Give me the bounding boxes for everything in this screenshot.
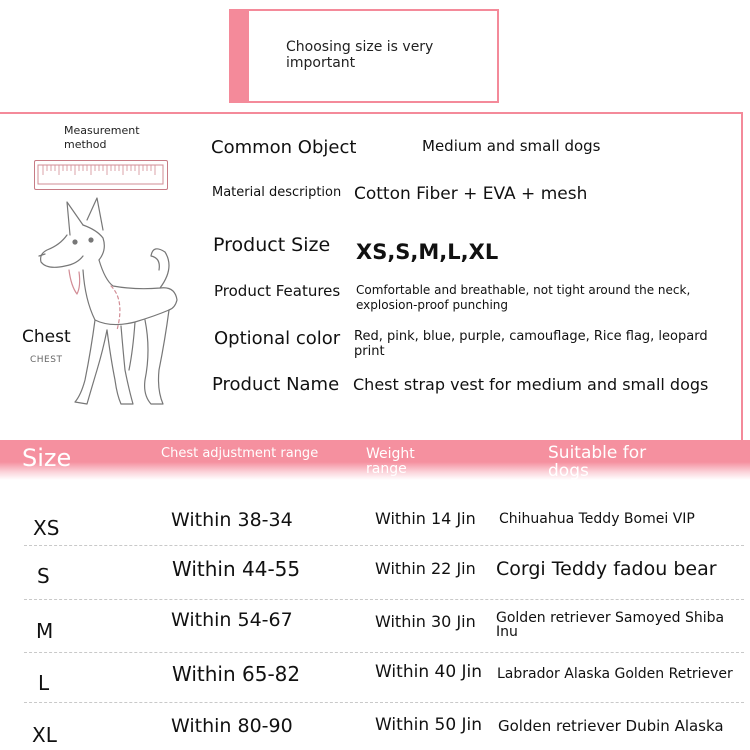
table-row-dogs: Golden retriever Dubin Alaska	[498, 717, 724, 735]
table-row-weight: Within 50 Jin	[375, 715, 483, 735]
info-label-product-name: Product Name	[212, 374, 340, 395]
table-row-size: M	[36, 619, 54, 643]
info-value-features: Comfortable and breathable, not tight around the neck, explosion-proof punching	[356, 283, 691, 312]
table-row-chest: Within 65-82	[172, 662, 301, 686]
table-row-chest: Within 80-90	[171, 715, 293, 737]
info-label-optional-color: Optional color	[214, 328, 341, 349]
chest-label: Chest	[22, 327, 71, 347]
table-row-size: XS	[33, 516, 60, 540]
info-label-features: Product Features	[214, 282, 341, 300]
row-divider	[24, 545, 744, 546]
table-row-chest: Within 38-34	[171, 509, 293, 531]
chest-column-header: Chest adjustment range	[161, 446, 319, 461]
table-row-size: L	[38, 671, 50, 695]
info-label-product-size: Product Size	[213, 234, 331, 256]
row-divider	[24, 702, 744, 703]
chest-caption: CHEST	[30, 355, 63, 365]
info-value-common-object: Medium and small dogs	[422, 137, 601, 155]
table-row-dogs: Corgi Teddy fadou bear	[496, 558, 717, 580]
table-row-chest: Within 44-55	[172, 557, 301, 581]
suitable-column-header: Suitable for dogs	[548, 443, 647, 481]
header-accent-bar	[231, 11, 249, 101]
header-title: Choosing size is very important	[286, 39, 434, 71]
row-divider	[24, 599, 744, 600]
row-divider	[24, 652, 744, 653]
table-row-size: S	[37, 564, 50, 588]
info-label-material: Material description	[212, 185, 342, 200]
table-row-size: XL	[32, 723, 57, 747]
table-row-weight: Within 40 Jin	[375, 662, 483, 682]
info-value-product-size: XS,S,M,L,XL	[356, 240, 499, 264]
info-label-common-object: Common Object	[211, 137, 357, 158]
table-row-dogs: Labrador Alaska Golden Retriever	[497, 666, 733, 682]
ruler-icon	[34, 160, 168, 190]
dog-sketch-icon	[25, 190, 190, 429]
table-row-weight: Within 14 Jin	[375, 509, 476, 528]
info-value-material: Cotton Fiber + EVA + mesh	[354, 184, 588, 204]
measurement-method-label: Measurement method	[64, 124, 140, 151]
header-box	[229, 9, 499, 103]
info-value-product-name: Chest strap vest for medium and small dogs	[353, 375, 709, 394]
info-value-optional-color: Red, pink, blue, purple, camouflage, Rice flag, leopard print	[354, 329, 708, 359]
weight-column-header: Weight range	[366, 446, 415, 477]
table-row-chest: Within 54-67	[171, 609, 293, 631]
table-row-weight: Within 22 Jin	[375, 559, 476, 578]
table-row-dogs: Golden retriever Samoyed Shiba Inu	[496, 610, 725, 640]
table-row-dogs: Chihuahua Teddy Bomei VIP	[499, 511, 695, 527]
size-column-header: Size	[22, 444, 72, 472]
table-row-weight: Within 30 Jin	[375, 612, 476, 631]
